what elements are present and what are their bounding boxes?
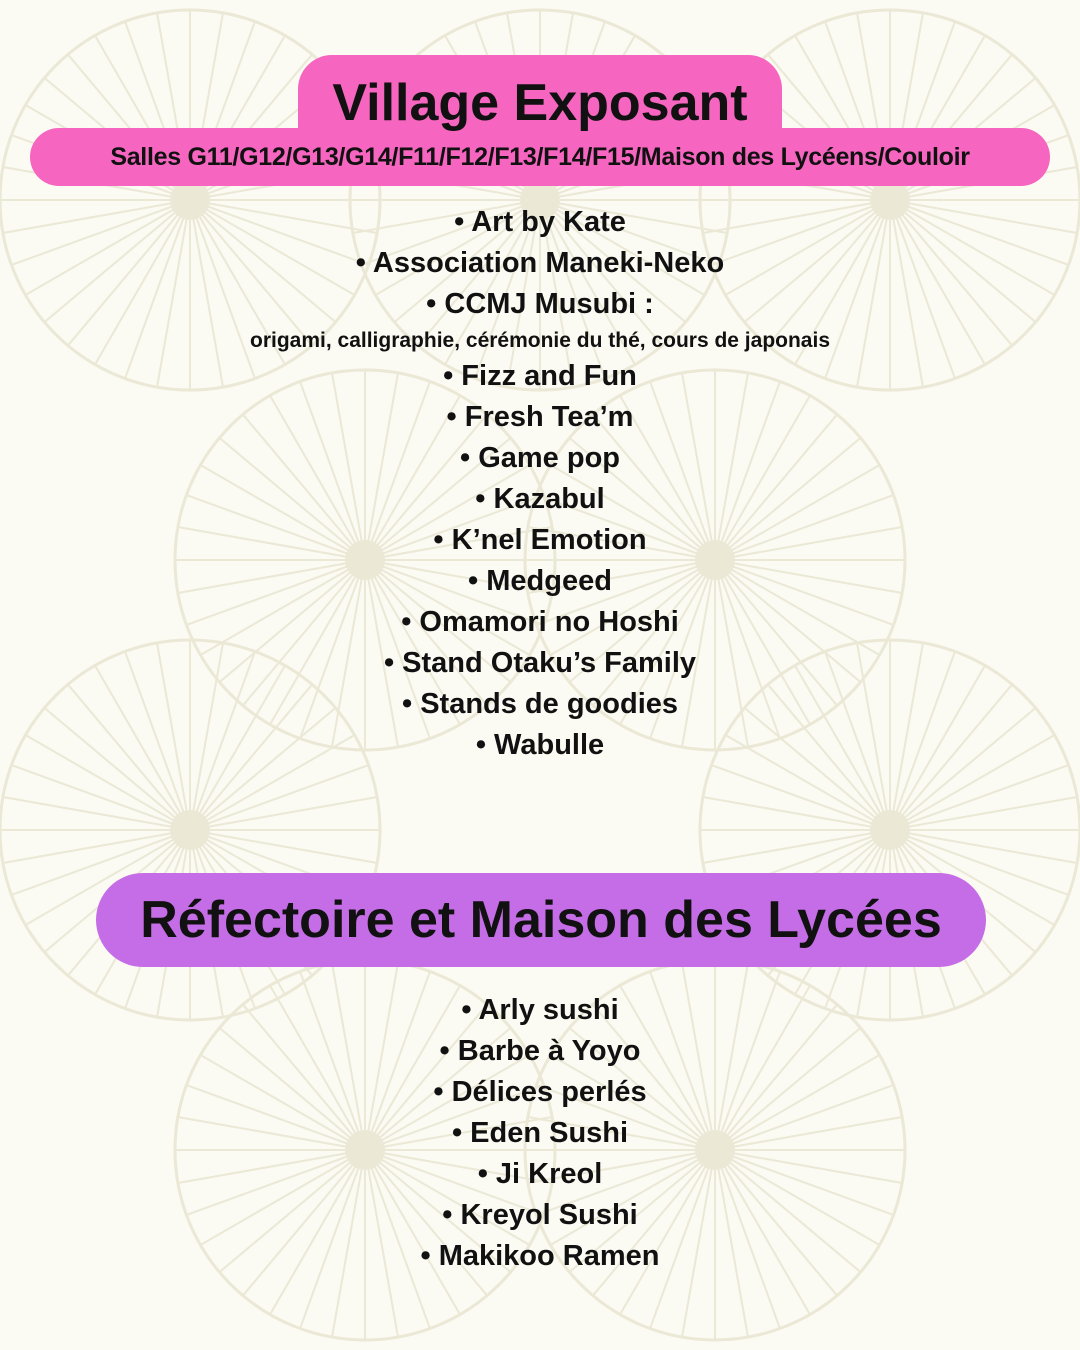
list-item: • Ji Kreol: [477, 1158, 603, 1190]
list-item: • Fresh Tea’m: [446, 401, 634, 433]
section-title-village-exposant: Village Exposant: [332, 74, 748, 132]
list-item: • K’nel Emotion: [433, 524, 647, 556]
food-vendor-list: [0, 990, 1080, 1277]
list-item: • Arly sushi: [461, 994, 619, 1026]
exhibitor-list: [0, 202, 1080, 766]
list-item: • Fizz and Fun: [443, 360, 637, 392]
list-item: • Stand Otaku’s Family: [383, 647, 697, 679]
list-item-description: origami, calligraphie, cérémonie du thé, cours de japonais: [250, 329, 830, 352]
list-item: • Eden Sushi: [451, 1117, 629, 1149]
list-item: • Omamori no Hoshi: [401, 606, 679, 638]
list-item: • Barbe à Yoyo: [439, 1035, 641, 1067]
list-item: • CCMJ Musubi :: [426, 288, 654, 320]
list-item: • Art by Kate: [454, 206, 626, 238]
section-subtitle-rooms: Salles G11/G12/G13/G14/F11/F12/F13/F14/F15/Maison des Lycéens/Couloir: [110, 143, 970, 171]
list-item: • Wabulle: [475, 729, 605, 761]
list-item: • Kazabul: [475, 483, 605, 515]
list-item: • Makikoo Ramen: [420, 1240, 660, 1272]
list-item: • Délices perlés: [433, 1076, 647, 1108]
list-item: • Association Maneki-Neko: [355, 247, 725, 279]
list-item: • Medgeed: [468, 565, 612, 597]
list-item: • Stands de goodies: [401, 688, 679, 720]
list-item: • Kreyol Sushi: [442, 1199, 638, 1231]
section-title-refectoire: Réfectoire et Maison des Lycées: [140, 891, 942, 949]
list-item: • Game pop: [459, 442, 620, 474]
